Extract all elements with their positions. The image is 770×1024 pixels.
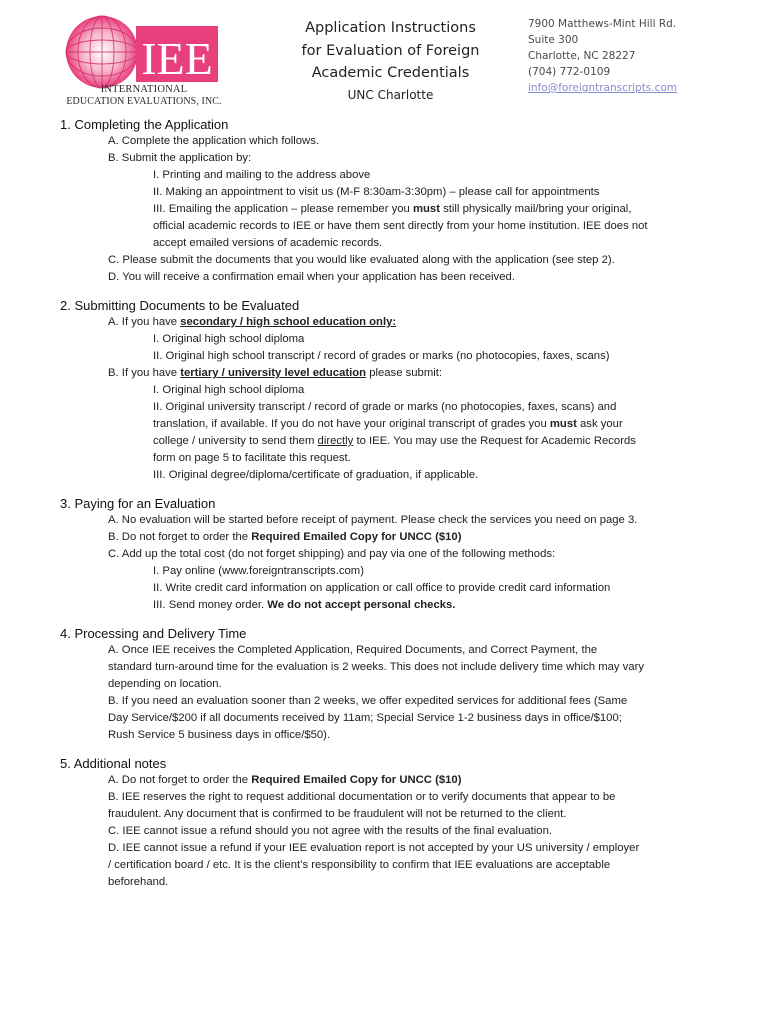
s3-item-c1: I. Pay online (www.foreigntranscripts.com) [153,565,364,577]
s4-item-a-line2: standard turn-around time for the evaluation is 2 weeks. This does not include delivery time which may vary [108,661,645,673]
title-line-2: for Evaluation of Foreign [301,42,480,59]
s1-item-c: C. Please submit the documents that you would like evaluated along with the application (see step 2). [108,254,615,266]
s5-item-a: A. Do not forget to order the Required Emailed Copy for UNCC ($10) [108,774,462,786]
s5-item-d-line2: / certification board / etc. It is the client’s responsibility to confirm that IEE evaluations are acceptable [108,859,611,871]
document-title [288,17,493,105]
s1-item-b1: I. Printing and mailing to the address above [153,169,371,181]
s3-item-c2: II. Write credit card information on application or call office to provide credit card information [153,582,611,594]
logo-line-2: EDUCATION EVALUATIONS, INC. [66,96,222,107]
s3-item-a: A. No evaluation will be started before receipt of payment. Please check the services you need on page 3. [108,514,638,526]
s4-item-b: B. If you need an evaluation sooner than 2 weeks, we offer expedited services for additional fees (Same [108,695,628,707]
title-line-1: Application Instructions [305,20,476,36]
s5-item-d: D. IEE cannot issue a refund if your IEE evaluation report is not accepted by your US university / employer [108,842,640,854]
s1-item-b3-line2: official academic records to IEE or have them sent directly from your home institution. IEE does not [153,220,648,232]
s4-item-b-line2: Day Service/$200 if all documents received by 11am; Special Service 1-2 business days in office/$100; [108,712,622,724]
title-subtitle: UNC Charlotte [347,87,434,102]
s2-item-a1: I. Original high school diploma [153,333,305,345]
s2-item-a: A. If you have secondary / high school education only: [108,316,397,328]
address-phone: (704) 772-0109 [528,66,611,78]
s2-item-b1: I. Original high school diploma [153,384,305,396]
email-link[interactable]: info@foreigntranscripts.com [528,82,678,94]
section-4-heading: 4. Processing and Delivery Time [60,626,247,641]
section-2-heading: 2. Submitting Documents to be Evaluated [60,298,300,313]
s3-item-c3: III. Send money order. We do not accept personal checks. [153,599,456,611]
logo-letters: IEE [141,33,213,84]
s2-item-b2-line4: form on page 5 to facilitate this request. [153,452,351,464]
s1-item-b3-line3: accept emailed versions of academic records. [153,237,383,249]
logo-wordmark [64,84,224,108]
s1-item-a: A. Complete the application which follows. [108,135,319,147]
s2-item-b: B. If you have tertiary / university level education please submit: [108,367,443,379]
section-1-heading: 1. Completing the Application [60,117,229,132]
section-5-heading: 5. Additional notes [60,756,167,771]
s2-item-b2-line2: translation, if available. If you do not have your original transcript of grades you must ask your [153,418,623,430]
s1-item-b3: III. Emailing the application – please remember you must still physically mail/bring your original, [153,203,632,215]
address-street: 7900 Matthews-Mint Hill Rd. [528,18,677,30]
globe-logo-graphic [62,14,222,94]
s1-item-d: D. You will receive a confirmation email when your application has been received. [108,271,515,283]
s2-item-a2: II. Original high school transcript / record of grades or marks (no photocopies, faxes, scans) [153,350,610,362]
address-suite: Suite 300 [528,34,579,46]
s3-item-b: B. Do not forget to order the Required Emailed Copy for UNCC ($10) [108,531,462,543]
instructions-body [60,114,720,891]
s4-item-a-line3: depending on location. [108,678,222,690]
s1-item-b: B. Submit the application by: [108,152,252,164]
s2-item-b3: III. Original degree/diploma/certificate of graduation, if applicable. [153,469,479,481]
section-3-heading: 3. Paying for an Evaluation [60,496,216,511]
s5-item-b-line2: fraudulent. Any document that is confirmed to be fraudulent will not be returned to the client. [108,808,567,820]
logo-line-1: INTERNATIONAL [100,84,188,95]
s2-item-b2-line3: college / university to send them directly to IEE. You may use the Request for Academic Records [153,435,636,447]
address-city: Charlotte, NC 28227 [528,50,636,62]
s4-item-a: A. Once IEE receives the Completed Application, Required Documents, and Correct Payment, the [108,644,598,656]
s5-item-c: C. IEE cannot issue a refund should you not agree with the results of the final evaluation. [108,825,552,837]
s2-item-b2: II. Original university transcript / record of grade or marks (no photocopies, faxes, scans) and [153,401,617,413]
title-line-3: Academic Credentials [311,65,470,81]
s5-item-d-line3: beforehand. [108,876,169,888]
s4-item-b-line3: Rush Service 5 business days in office/$50). [108,729,331,741]
s1-item-b2: II. Making an appointment to visit us (M-F 8:30am-3:30pm) – please call for appointments [153,186,600,198]
s3-item-c: C. Add up the total cost (do not forget shipping) and pay via one of the following methods: [108,548,556,560]
contact-address [528,16,677,96]
s5-item-b: B. IEE reserves the right to request additional documentation or to verify documents that appear to be [108,791,616,803]
